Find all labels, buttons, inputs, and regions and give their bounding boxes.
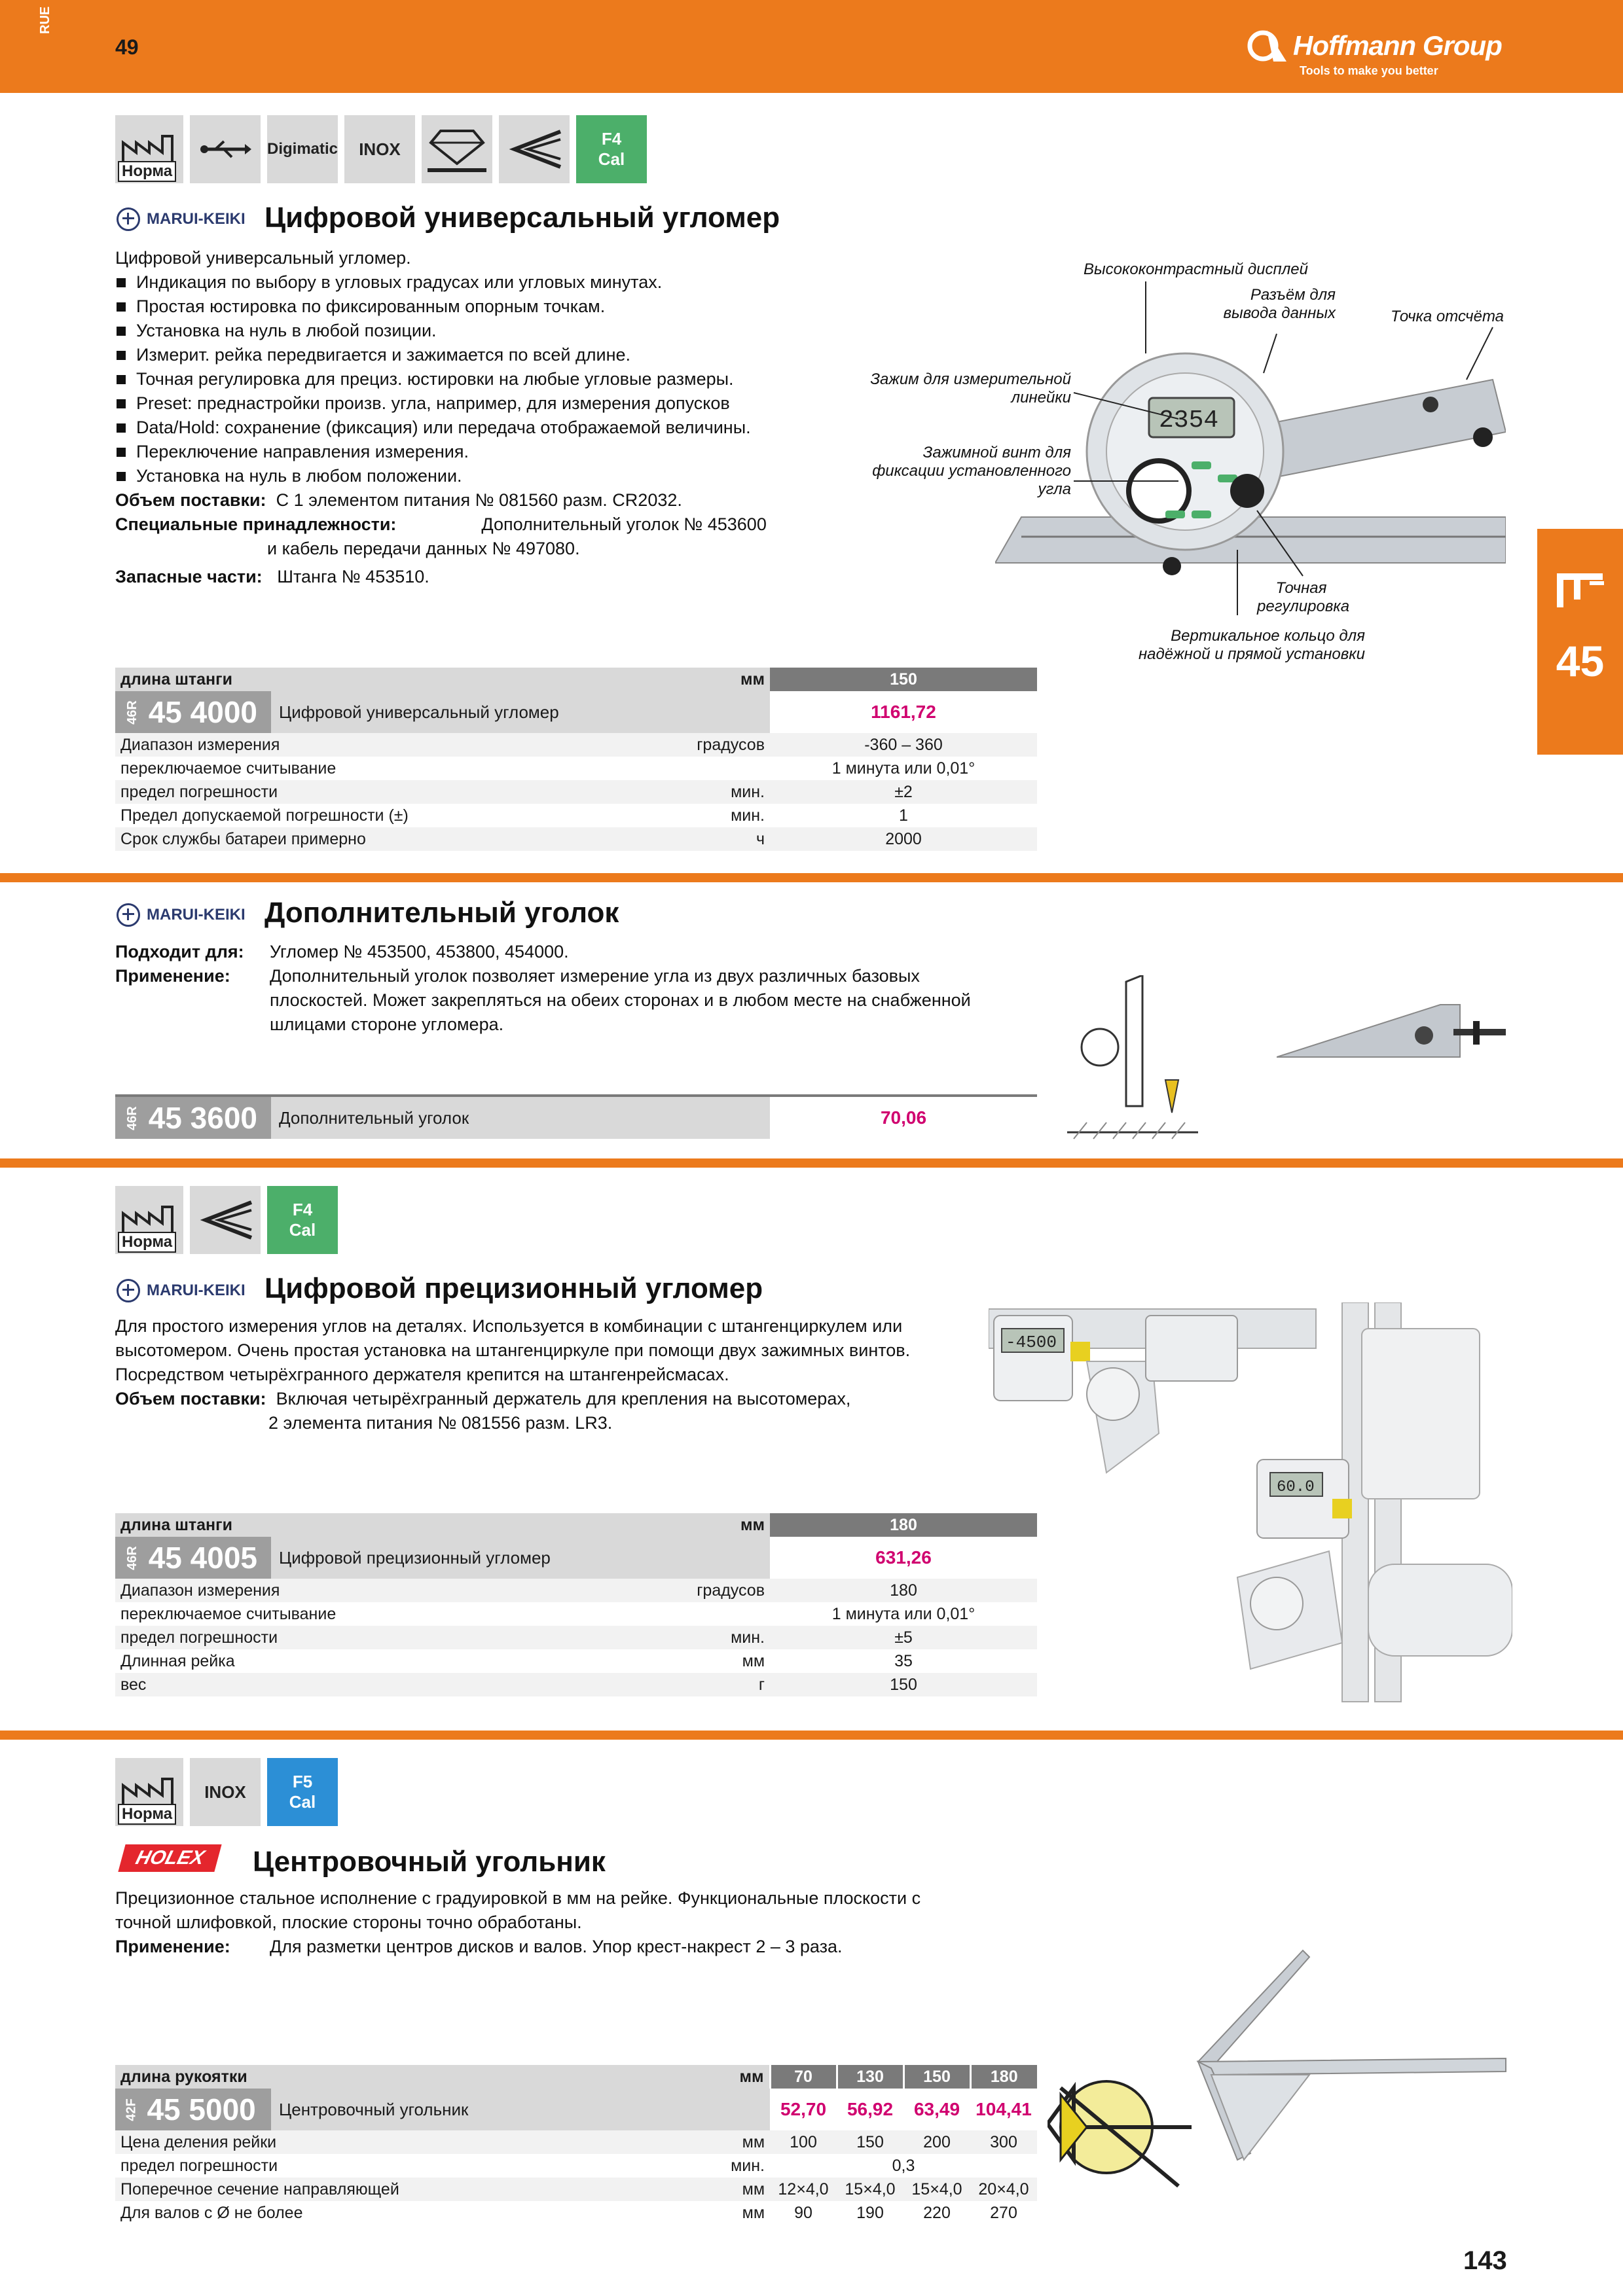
usb-icon (190, 115, 261, 183)
caliper-icon (1550, 564, 1609, 617)
application-line: плоскостей. Может закрепляться на обеих сторонах и в любом месте на снабженной (270, 990, 971, 1010)
brand-name: MARUI-KEIKI (147, 210, 246, 228)
table-row (115, 2178, 1037, 2201)
application-label: Применение: (115, 966, 230, 986)
norma-icon (115, 115, 183, 183)
article-prefix: 46R (124, 700, 139, 725)
article-name: Цифровой прецизионный угломер (271, 1537, 770, 1579)
callout-leader-lines (982, 275, 1539, 641)
calibration-f4-icon (267, 1186, 338, 1254)
callout-fine-line2: регулировка (1257, 598, 1350, 615)
application-label: Применение: (115, 1937, 230, 1956)
article-row (115, 691, 1037, 733)
price: 104,41 (976, 2099, 1032, 2119)
spec-table-3 (115, 1513, 1037, 1696)
price: 631,26 (875, 1547, 932, 1568)
holex-logo (122, 1844, 218, 1872)
supply-text: Включая четырёхгранный держатель для крепления на высотомерах, (276, 1389, 851, 1408)
application-line: шлицами стороне угломера. (270, 1014, 504, 1034)
brand-marui-3 (117, 1279, 246, 1302)
article-code: 45 3600 (148, 1101, 257, 1135)
article-row (115, 1537, 1037, 1579)
article-code: 45 4005 (148, 1541, 257, 1575)
table-header-value: 180 (770, 1513, 1037, 1537)
spec-table-1 (115, 668, 1037, 851)
page-number-top: 49 (115, 35, 139, 59)
norma-label: Норма (118, 1232, 176, 1253)
row-label: переключаемое считывание (120, 1604, 337, 1623)
section-title-4: Центровочный угольник (253, 1846, 606, 1878)
row-label: Длинная рейка (120, 1651, 235, 1670)
row-label: Цена деления рейки (115, 2130, 652, 2154)
table-header-row (115, 1513, 1037, 1537)
article-name: Цифровой универсальный угломер (271, 691, 770, 733)
article-code: 45 5000 (147, 2092, 256, 2126)
table-row (115, 1602, 1037, 1626)
row-unit: мин. (652, 780, 770, 804)
row-label: вес (115, 1673, 652, 1696)
callout-ring-line1: Вертикальное кольцо для (1171, 627, 1365, 645)
row-value: ±2 (770, 780, 1037, 804)
callout-port-line1: Разъём для (1250, 286, 1336, 304)
list-item: Data/Hold: сохранение (фиксация) или передача отображаемой величины. (115, 416, 875, 440)
center-square-image (1048, 1944, 1512, 2199)
row-label: Поперечное сечение направляющей (115, 2178, 652, 2201)
application-text (270, 964, 971, 1037)
calibration-f5-icon (267, 1758, 338, 1826)
page-number: 143 (1463, 2246, 1507, 2275)
row-unit: градусов (652, 1579, 770, 1602)
callout-reference: Точка отсчёта (1391, 308, 1504, 325)
row-unit: мм (652, 2130, 770, 2154)
inox-icon: INOX (190, 1758, 261, 1826)
row-value: 180 (770, 1579, 1037, 1602)
table-row (115, 1673, 1037, 1696)
row-label: предел погрешности (115, 780, 652, 804)
row-value: 220 (923, 2203, 951, 2222)
price: 56,92 (847, 2099, 894, 2119)
row-label: предел погрешности (115, 1626, 652, 1649)
table-header-value: 150 (770, 668, 1037, 691)
row-value: 90 (794, 2203, 812, 2222)
table-row (115, 780, 1037, 804)
article-row (115, 1096, 1037, 1139)
table-row (115, 1649, 1037, 1673)
table-row (115, 827, 1037, 851)
device-display-text: 2354 (1159, 406, 1219, 435)
callout-clamp-line2: линейки (1011, 389, 1071, 406)
section-body-2 (115, 940, 1032, 1037)
row-label: Для валов с Ø не более (120, 2203, 303, 2222)
row-value: 300 (970, 2130, 1037, 2154)
cal-label: Cal (289, 1792, 316, 1812)
row-value: 20×4,0 (970, 2178, 1037, 2201)
table-row (115, 757, 1037, 780)
callout-port-line2: вывода данных (1223, 304, 1336, 322)
row-value: 0,3 (892, 2156, 915, 2175)
list-item: Установка на нуль в любой позиции. (115, 319, 875, 343)
row-value: 200 (903, 2130, 970, 2154)
spec-table-4 (115, 2065, 1037, 2225)
supply-label: Объем поставки: (115, 1389, 266, 1408)
feature-icons-row-3 (115, 1186, 338, 1254)
brand-marui-1 (117, 207, 246, 231)
fits-line (115, 940, 1032, 964)
section-body-1 (115, 246, 875, 589)
norma-icon (115, 1758, 183, 1826)
brand-marui-2 (117, 903, 246, 927)
row-unit: мин. (652, 1626, 770, 1649)
table-header-row (115, 668, 1037, 691)
hoffmann-logo-icon (1247, 27, 1290, 64)
row-unit: мм (742, 1651, 765, 1670)
row-label: Предел допускаемой погрешности (±) (120, 806, 409, 825)
precision-protractor-image (989, 1302, 1512, 1708)
section-divider (0, 1731, 1623, 1740)
application-line: Дополнительный уголок позволяет измерение угла из двух различных базовых (270, 966, 920, 986)
cal-label: Cal (598, 149, 625, 169)
brand-name: MARUI-KEIKI (147, 906, 246, 924)
callout-ring-line2: надёжной и прямой установки (1138, 645, 1365, 663)
row-value: -360 – 360 (770, 733, 1037, 757)
ground-surface-icon (190, 1186, 261, 1254)
fits-text: Угломер № 453500, 453800, 454000. (270, 942, 569, 961)
table-header-unit: мм (652, 2065, 770, 2089)
table-row (115, 2201, 1037, 2225)
article-cell (115, 2089, 770, 2130)
supply-label: Объем поставки: (115, 490, 266, 510)
norma-label: Норма (118, 1804, 176, 1825)
article-cell (115, 1537, 770, 1579)
accessories-line (115, 512, 875, 537)
spare-line (115, 565, 875, 589)
row-unit: градусов (652, 733, 770, 757)
holex-logo-text: HOLEX (118, 1844, 222, 1872)
desc-line: точной шлифовкой, плоские стороны точно обработаны. (115, 1912, 582, 1932)
callout-screw-line1: Зажимной винт для (922, 444, 1071, 461)
desc-line: высотомером. Очень простая установка на штангенциркуле при помощи двух зажимных винтов. (115, 1340, 911, 1360)
marui-logo-icon (117, 903, 140, 927)
list-item: Переключение направления измерения. (115, 440, 875, 464)
supply-text-2: 2 элемента питания № 081556 разм. LR3. (268, 1413, 613, 1433)
row-label: переключаемое считывание (120, 759, 337, 778)
row-unit: г (652, 1673, 770, 1696)
feature-icons-row-4 (115, 1758, 338, 1826)
article-cell (115, 1096, 770, 1139)
article-name: Дополнительный уголок (271, 1097, 770, 1139)
row-label: Диапазон измерения (115, 1579, 652, 1602)
language-code: RUE (38, 6, 52, 34)
norma-icon (115, 1186, 183, 1254)
callout-fine-line1: Точная (1275, 579, 1327, 597)
row-unit: ч (652, 827, 770, 851)
accessories-text: Дополнительный уголок № 453600 (481, 514, 767, 534)
row-value: 150 (770, 1673, 1037, 1696)
table-row (115, 733, 1037, 757)
spare-label: Запасные части: (115, 567, 263, 586)
chapter-number: 45 (1556, 637, 1605, 685)
article-number[interactable] (115, 2089, 271, 2130)
accessories-label: Специальные принадлежности: (115, 514, 397, 534)
list-item: Простая юстировка по фиксированным опорным точкам. (115, 295, 875, 319)
row-unit (652, 1602, 770, 1626)
section-body-4 (115, 1886, 1032, 1959)
ground-surface-icon (499, 115, 570, 183)
section-title-1: Цифровой универсальный угломер (264, 202, 780, 234)
table-header-value: 150 (903, 2065, 970, 2089)
application-line (115, 1935, 1032, 1959)
article-code: 45 4000 (148, 695, 257, 729)
cal-class: F4 (292, 1200, 313, 1219)
desc-line: Прецизионное стальное исполнение с градуировкой в мм на рейке. Функциональные плоскости с (115, 1888, 921, 1908)
price: 70,06 (770, 1096, 1037, 1139)
cal-class: F4 (601, 129, 622, 149)
digimatic-icon: Digimatic (267, 115, 338, 183)
table-header-label: длина рукоятки (115, 2065, 652, 2089)
section-title-3: Цифровой прецизионный угломер (264, 1272, 763, 1304)
row-value: ±5 (770, 1626, 1037, 1649)
row-value: 1 (899, 806, 908, 825)
table-row (115, 1579, 1037, 1602)
article-prefix: 46R (124, 1545, 139, 1570)
row-value: 15×4,0 (903, 2178, 970, 2201)
marui-logo-icon (117, 207, 140, 231)
article-row (115, 2089, 1037, 2130)
article-number[interactable] (115, 1537, 271, 1579)
table-row (115, 2154, 1037, 2178)
article-number[interactable] (115, 1097, 271, 1139)
marui-logo-icon (117, 1279, 140, 1302)
norma-label: Норма (118, 161, 176, 182)
table-header-value: 70 (770, 2065, 837, 2089)
callout-screw-line3: угла (1038, 480, 1071, 498)
article-name: Центровочный угольник (271, 2089, 770, 2130)
supply-line (115, 488, 875, 512)
row-value: 1 минута или 0,01° (831, 1604, 976, 1623)
fits-label: Подходит для: (115, 942, 244, 961)
feature-icons-row-1 (115, 115, 647, 183)
feature-list (115, 270, 875, 488)
row-value: 150 (837, 2130, 903, 2154)
desc-line: Посредством четырёхгранного держателя крепится на штангенрейсмасах. (115, 1365, 729, 1384)
list-item: Preset: преднастройки произв. угла, например, для измерения допусков (115, 391, 875, 416)
list-item: Установка на нуль в любом положении. (115, 464, 875, 488)
inox-icon: INOX (344, 115, 415, 183)
callout-display: Высококонтрастный дисплей (1084, 260, 1308, 278)
display-reading-2: 60.0 (1277, 1479, 1315, 1496)
application-text: Для разметки центров дисков и валов. Упор крест-накрест 2 – 3 раза. (270, 1937, 843, 1956)
row-unit: мм (652, 2178, 770, 2201)
diamond-icon (422, 115, 492, 183)
article-cell (115, 691, 770, 733)
list-item: Измерит. рейка передвигается и зажимается по всей длине. (115, 343, 875, 367)
row-unit (652, 757, 770, 780)
display-reading-1: -4500 (1006, 1333, 1057, 1352)
table-header-row (115, 2065, 1037, 2089)
section-body-3 (115, 1314, 979, 1435)
logo-tagline: Tools to make you better (1300, 64, 1438, 77)
list-item: Точная регулировка для прециз. юстировки на любые угловые размеры. (115, 367, 875, 391)
price: 52,70 (780, 2099, 827, 2119)
table-row (115, 1626, 1037, 1649)
table-header-label: длина штанги (115, 668, 652, 691)
auxiliary-square-diagram (1067, 975, 1218, 1145)
table-header-unit: мм (652, 668, 770, 691)
auxiliary-square-image (1277, 995, 1512, 1067)
accessories-text-2: и кабель передачи данных № 497080. (267, 539, 580, 558)
row-value: 100 (770, 2130, 837, 2154)
price: 63,49 (913, 2099, 960, 2119)
supply-line (115, 1387, 979, 1411)
cal-label: Cal (289, 1220, 316, 1240)
calibration-f4-icon (576, 115, 647, 183)
row-value: 270 (990, 2203, 1017, 2222)
table-row (115, 804, 1037, 827)
row-value: 15×4,0 (837, 2178, 903, 2201)
row-value: 2000 (770, 827, 1037, 851)
row-unit: мин. (731, 2156, 765, 2175)
callout-screw-line2: фиксации установленного (872, 462, 1071, 480)
list-item: Индикация по выбору в угловых градусах или угловых минутах. (115, 270, 875, 295)
section-divider (0, 873, 1623, 882)
row-value: 12×4,0 (770, 2178, 837, 2201)
table-row (115, 2130, 1037, 2154)
row-value: 35 (894, 1651, 913, 1670)
article-number[interactable] (115, 691, 271, 733)
spec-table-2 (115, 1094, 1037, 1139)
article-prefix: 46R (124, 1105, 139, 1130)
row-unit: мин. (731, 806, 765, 825)
table-header-unit: мм (652, 1513, 770, 1537)
callout-clamp-line1: Зажим для измерительной (870, 370, 1071, 388)
table-header-value: 130 (837, 2065, 903, 2089)
row-value: 1 минута или 0,01° (831, 759, 976, 778)
section-title-2: Дополнительный уголок (264, 897, 619, 929)
spare-text: Штанга № 453510. (277, 567, 429, 586)
cal-class: F5 (292, 1772, 313, 1791)
table-header-value: 180 (970, 2065, 1037, 2089)
row-label: Диапазон измерения (115, 733, 652, 757)
application-block (115, 964, 1032, 1037)
row-value: 190 (856, 2203, 884, 2222)
desc-line: Для простого измерения углов на деталях. Используется в комбинации с штангенциркулем или (115, 1316, 903, 1336)
row-unit: мм (742, 2203, 765, 2222)
row-label: Срок службы батареи примерно (115, 827, 652, 851)
article-prefix: 42F (124, 2098, 139, 2121)
intro-text: Цифровой универсальный угломер. (115, 248, 411, 268)
table-header-label: длина штанги (115, 1513, 652, 1537)
price: 1161,72 (871, 702, 936, 722)
logo-name: Hoffmann Group (1293, 30, 1502, 61)
row-label: предел погрешности (120, 2156, 278, 2175)
brand-name: MARUI-KEIKI (147, 1282, 246, 1299)
section-divider (0, 1158, 1623, 1168)
supply-text: С 1 элементом питания № 081560 разм. CR2032. (276, 490, 682, 510)
